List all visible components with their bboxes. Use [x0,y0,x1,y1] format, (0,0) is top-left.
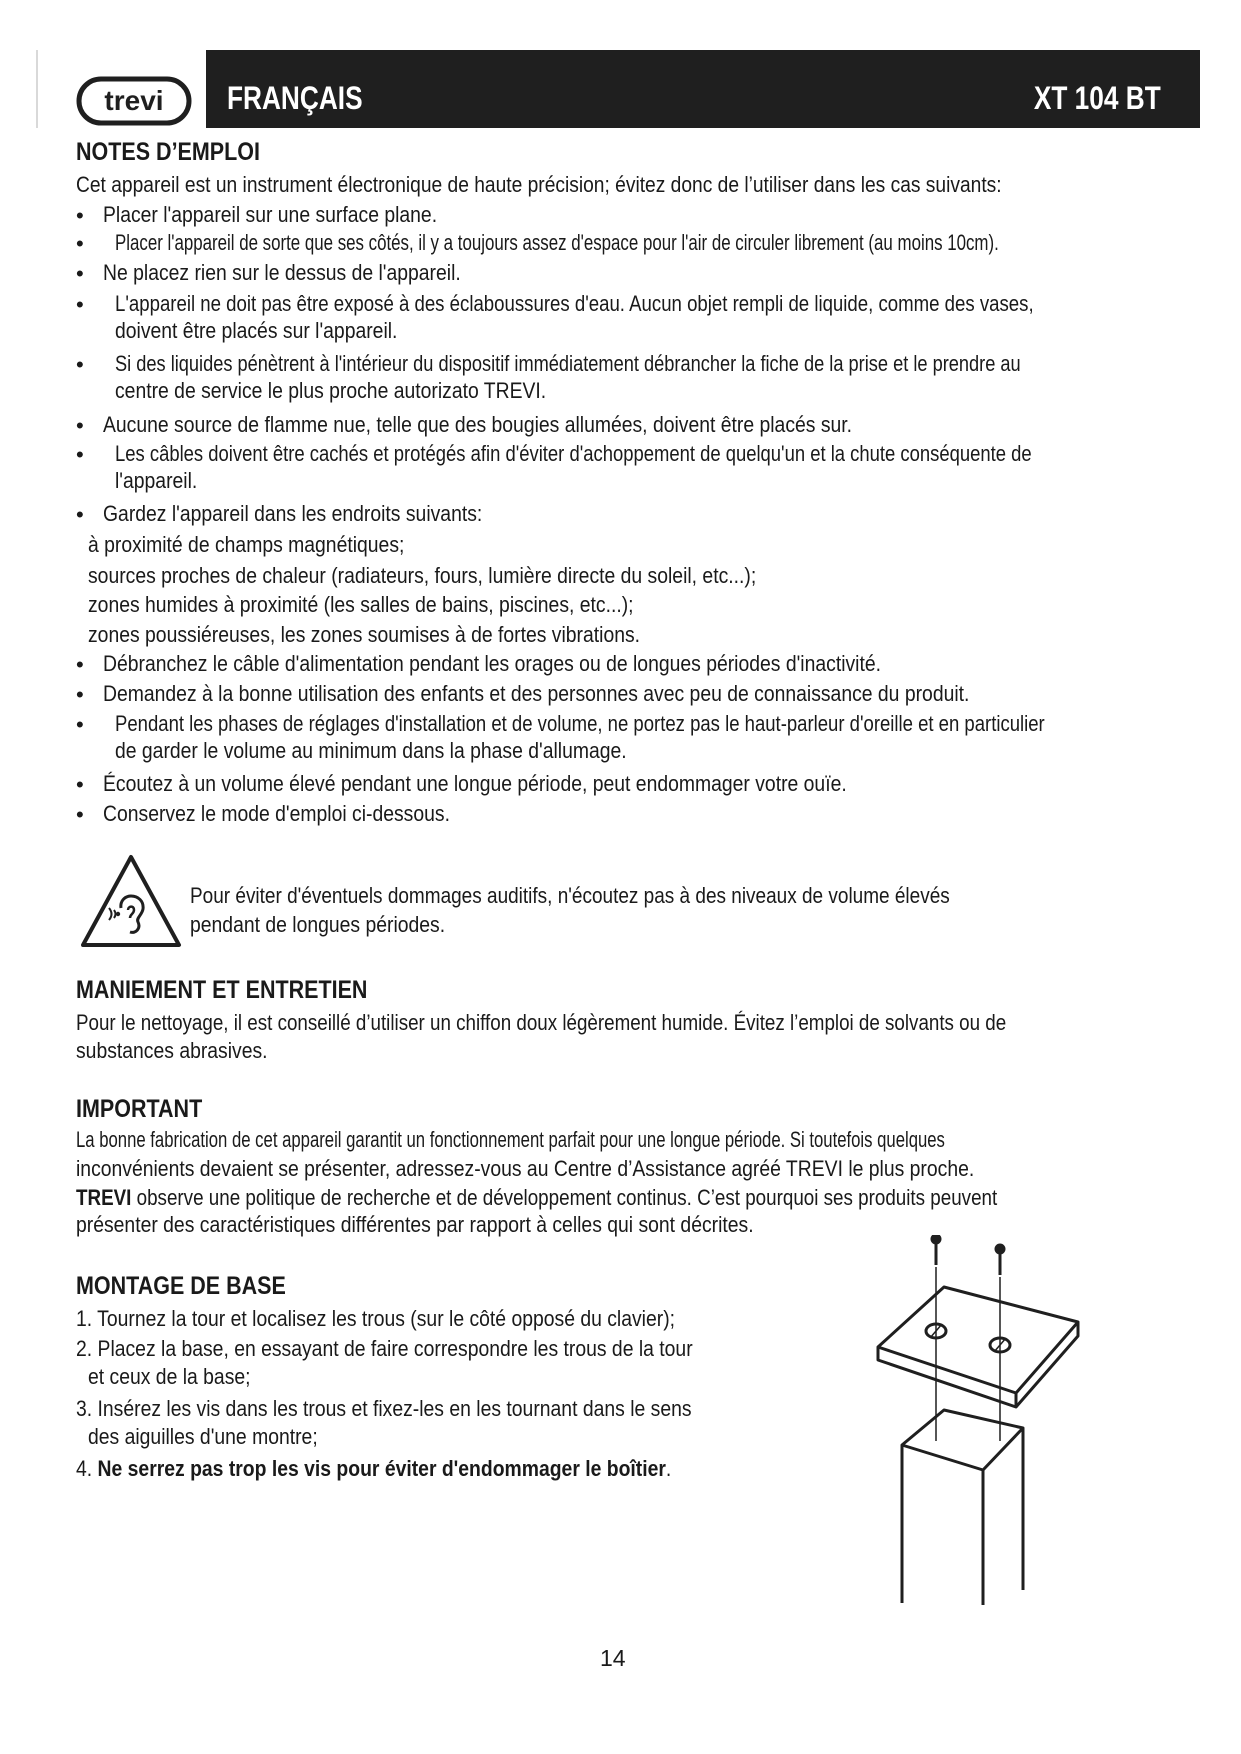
notes-title: NOTES D’EMPLOI [76,138,260,166]
notes-item-3: Ne placez rien sur le dessus de l'appareil. [103,260,461,285]
care-line-2: substances abrasives. [76,1038,268,1063]
notes-item-9: Débranchez le câble d'alimentation pendant les orages ou de longues périodes d'inactivité. [103,651,882,676]
important-brand: TREVI [76,1185,132,1210]
header-model: XT 104 BT [1034,80,1161,116]
assembly-step-4-end: . [665,1456,672,1481]
page-number: 14 [600,1645,626,1671]
assembly-step-4 [76,1456,671,1482]
notes-item-13: Conservez le mode d'emploi ci-dessous. [103,801,450,826]
important-line-2: inconvénients devaient se présenter, adressez-vous au Centre d’Assistance agréé TREVI le plus proche. [76,1156,975,1181]
bullet: • [76,772,84,797]
warning-line-2: pendant de longues périodes. [190,912,446,937]
bullet: • [76,712,84,737]
assembly-step-3-cont: des aiguilles d'une montre; [88,1424,318,1449]
bullet: • [76,413,84,438]
bullet: • [76,682,84,707]
trevi-logo [76,76,192,126]
care-line-1: Pour le nettoyage, il est conseillé d’utiliser un chiffon doux légèrement humide. Évitez l’emploi de solvants ou de [76,1010,1007,1035]
bullet: • [76,292,84,317]
important-line-4: présenter des caractéristiques différentes par rapport à celles qui sont décrites. [76,1212,754,1237]
bullet: • [76,352,84,377]
assembly-step-2-cont: et ceux de la base; [88,1364,251,1389]
logo-text: trevi [104,85,164,116]
place-1: à proximité de champs magnétiques; [88,532,405,557]
screw-icon [996,1245,1004,1275]
notes-item-7-line-2: l'appareil. [115,468,198,493]
place-3: zones humides à proximité (les salles de bains, piscines, etc...); [88,592,634,617]
assembly-step-4-bold: Ne serrez pas trop les vis pour éviter d'endommager le boîtier [97,1456,666,1481]
notes-item-11-line-2: de garder le volume au minimum dans la phase d'allumage. [115,738,627,763]
bullet: • [76,261,84,286]
important-title: IMPORTANT [76,1095,203,1123]
notes-item-7-line-1: Les câbles doivent être cachés et protégés afin d'éviter d'achoppement de quelqu'un et la chute conséquente de [115,441,1032,466]
important-line-3-text: observe une politique de recherche et de développement continus. C’est pourquoi ses produits peuvent [131,1185,998,1210]
notes-item-12: Écoutez à un volume élevé pendant une longue période, peut endommager votre ouïe. [103,771,847,796]
bullet: • [76,442,84,467]
important-line-3 [76,1185,997,1211]
notes-item-8: Gardez l'appareil dans les endroits suivants: [103,501,483,526]
notes-intro: Cet appareil est un instrument électronique de haute précision; évitez donc de l’utiliser dans les cas suivants: [76,172,1002,197]
bullet: • [76,231,84,256]
place-2: sources proches de chaleur (radiateurs, fours, lumière directe du soleil, etc...); [88,563,757,588]
notes-item-6: Aucune source de flamme nue, telle que des bougies allumées, doivent être placés sur. [103,412,853,437]
bullet: • [76,802,84,827]
notes-item-1: Placer l'appareil sur une surface plane. [103,202,438,227]
assembly-step-3: 3. Insérez les vis dans les trous et fixez-les en les tournant dans le sens [76,1396,692,1421]
place-4: zones poussiéreuses, les zones soumises à de fortes vibrations. [88,622,641,647]
screw-icon [932,1235,940,1265]
notes-item-2: Placer l'appareil de sorte que ses côtés, il y a toujours assez d'espace pour l'air de circuler librement (au moins 10cm). [115,230,999,255]
notes-item-4-line-1: L'appareil ne doit pas être exposé à des éclaboussures d'eau. Aucun objet rempli de liquide, comme des vases, [115,291,1034,316]
notes-item-11-line-1: Pendant les phases de réglages d'installation et de volume, ne portez pas le haut-parleur d'oreille et en particulier [115,711,1045,736]
header-divider [36,50,38,128]
important-line-1: La bonne fabrication de cet appareil garantit un fonctionnement parfait pour une longue période. Si toutefois quelques [76,1127,945,1152]
care-title: MANIEMENT ET ENTRETIEN [76,976,368,1004]
bullet: • [76,203,84,228]
header-language: FRANÇAIS [227,80,363,116]
bullet: • [76,652,84,677]
notes-item-10: Demandez à la bonne utilisation des enfants et des personnes avec peu de connaissance du produit. [103,681,970,706]
notes-item-4-line-2: doivent être placés sur l'appareil. [115,318,398,343]
assembly-step-4-num: 4. [76,1456,98,1481]
hearing-warning-icon [78,852,184,950]
notes-item-5-line-1: Si des liquides pénètrent à l'intérieur du dispositif immédiatement débrancher la fiche de la prise et le prendre au [115,351,1021,376]
base-assembly-illustration [840,1235,1120,1605]
warning-line-1: Pour éviter d'éventuels dommages auditifs, n'écoutez pas à des niveaux de volume élevés [190,883,950,908]
assembly-title: MONTAGE DE BASE [76,1272,286,1300]
bullet: • [76,502,84,527]
notes-item-5-line-2: centre de service le plus proche autorizato TREVI. [115,378,547,403]
assembly-step-1: 1. Tournez la tour et localisez les trous (sur le côté opposé du clavier); [76,1306,676,1331]
assembly-step-2: 2. Placez la base, en essayant de faire correspondre les trous de la tour [76,1336,693,1361]
